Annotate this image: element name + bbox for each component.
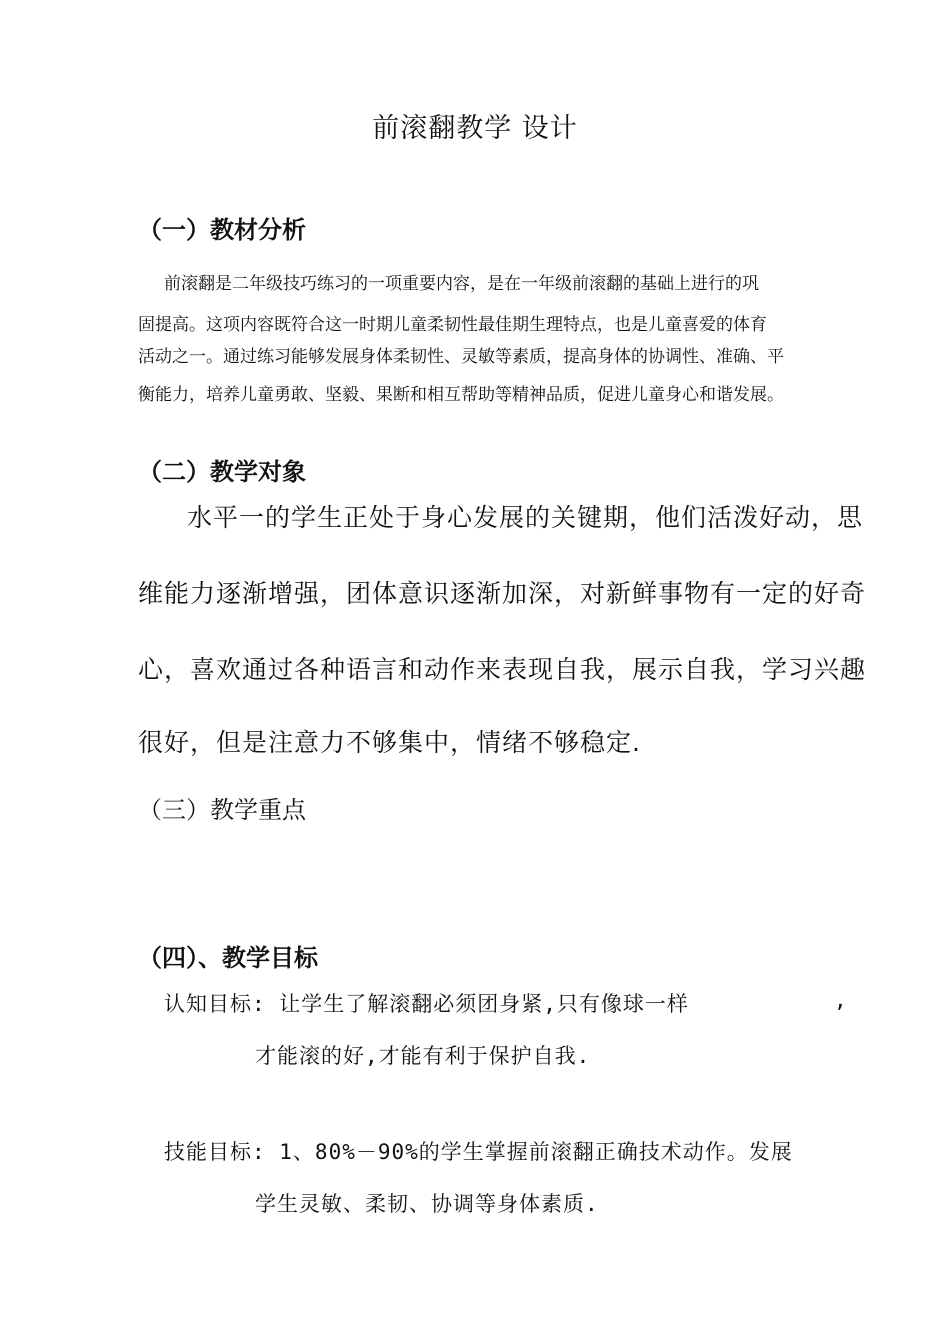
section-1-line-2: 固提高。这项内容既符合这一时期儿童柔韧性最佳期生理特点，也是儿童喜爱的体育	[138, 315, 767, 335]
cognitive-goal-comma: ,	[834, 988, 848, 1012]
section-2-heading: （二）教学对象	[138, 458, 306, 486]
section-3-heading: （三）教学重点	[138, 796, 306, 824]
section-2-line-3: 心，喜欢通过各种语言和动作来表现自我，展示自我，学习兴趣	[138, 655, 867, 684]
section-4-heading: （四）、教学目标	[138, 944, 318, 972]
section-1-line-1: 前滚翻是二年级技巧练习的一项重要内容，是在一年级前滚翻的基础上进行的巩	[164, 274, 759, 294]
section-1-heading: （一）教材分析	[138, 216, 306, 244]
skill-goal-line-1: 技能目标: 1、80%－90%的学生掌握前滚翻正确技术动作。发展	[164, 1140, 793, 1164]
section-2-line-1: 水平一的学生正处于身心发展的关键期，他们活泼好动，思	[187, 503, 864, 532]
document-title: 前滚翻教学 设计	[372, 113, 578, 144]
section-1-line-3: 活动之一。通过练习能够发展身体柔韧性、灵敏等素质，提高身体的协调性、准确、平	[138, 347, 784, 367]
skill-goal-line-2: 学生灵敏、柔韧、协调等身体素质.	[255, 1192, 599, 1216]
section-1-line-4: 衡能力，培养儿童勇敢、坚毅、果断和相互帮助等精神品质，促进儿童身心和谐发展。	[138, 385, 784, 405]
section-2-line-4: 很好，但是注意力不够集中，情绪不够稳定.	[138, 728, 641, 757]
section-2-line-2: 维能力逐渐增强，团体意识逐渐加深，对新鲜事物有一定的好奇	[138, 579, 867, 608]
cognitive-goal-line-1: 认知目标: 让学生了解滚翻必须团身紧,只有像球一样	[164, 992, 689, 1016]
cognitive-goal-line-2: 才能滚的好,才能有利于保护自我.	[255, 1044, 591, 1068]
